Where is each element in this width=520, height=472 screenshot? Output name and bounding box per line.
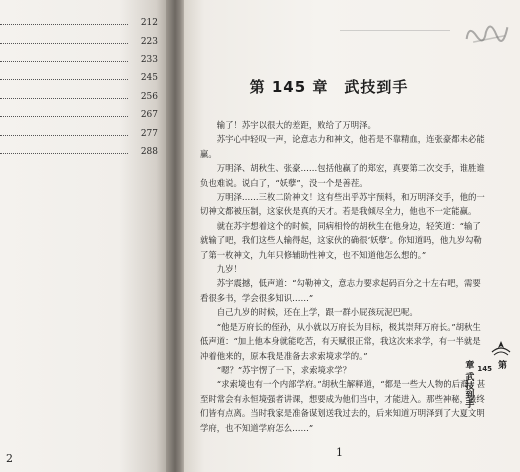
paragraph: 输了！苏宇以很大的差距，败给了万明泽。 bbox=[216, 120, 376, 130]
toc-page-number: 233 bbox=[140, 55, 158, 65]
toc-leader-dots bbox=[0, 61, 128, 62]
faint-rule bbox=[340, 30, 450, 31]
left-page bbox=[0, 0, 170, 472]
chapter-body bbox=[200, 118, 486, 434]
chapter-title: 第 145 章 武技到手 bbox=[249, 78, 409, 96]
paragraph: 苏宇心中轻叹一声，论意志力和神文，他若是不靠精血，连张豪都未必能赢。 bbox=[200, 134, 485, 159]
toc-page-number: 267 bbox=[140, 110, 158, 120]
toc-page-number: 277 bbox=[140, 129, 158, 139]
toc-row bbox=[0, 33, 158, 47]
toc-page-number: 288 bbox=[140, 147, 158, 157]
ornament-icon bbox=[490, 340, 512, 358]
paragraph: “他是万府长的侄孙，从小就以万府长为目标，极其崇拜万府长。”胡秋生低声道：“加上他本身就能吃苦，有天赋很正常，我这次来求学，有一半就是冲着他来的，原本我是准备去求索境求学的。” bbox=[200, 321, 481, 361]
paragraph: “求索境也有一个内部学府。”胡秋生解释道，“都是一些大人物的后裔，甚至时常会有永恒境强者讲课，想要成为他们当中，才能进入。那些神秘，最终们皆有点离。当时我家是准备谋划送我过去的，后来知道万明泽到了大夏文明学府，也不知道学府怎么……” bbox=[200, 379, 486, 433]
paragraph: “嗯？”苏宇愣了一下，求索境求学？ bbox=[216, 364, 351, 375]
toc-page-number: 245 bbox=[140, 73, 158, 83]
paragraph: 苏宇震撼，低声道：“勾勒神文，意志力要求起码百分之十左右吧，需要看很多书，学会很多知识……” bbox=[200, 278, 481, 303]
paragraph: 万明泽、胡秋生、张豪……包括他赢了的郑宏，真要第二次交手，谁胜谁负也难说。说白了，“妖孽”，没一个是善茬。 bbox=[200, 163, 485, 188]
toc-row bbox=[0, 88, 158, 102]
toc-page-number: 256 bbox=[140, 92, 158, 102]
toc-row bbox=[0, 69, 158, 83]
right-page-number: 1 bbox=[336, 446, 343, 459]
toc-row bbox=[0, 106, 158, 120]
paragraph: 就在苏宇想着这个的时候，同病相怜的胡秋生在他身边，轻笑道：“输了就输了吧，我们这些人输得起，这家伙的确很‘妖孽’。你知道吗，他九岁勾勒了第一枚神文，九年只修辅助性神文，也不知道他怎么想的。” bbox=[200, 220, 482, 260]
paragraph: 九岁！ bbox=[216, 264, 242, 275]
toc-leader-dots bbox=[0, 24, 128, 25]
side-chapter-subtitle: 武技到手 bbox=[463, 372, 474, 409]
paragraph: 万明泽……三枚二阶神文！这有些出乎苏宇预料，和万明泽交手，他的一切神文都被压制，这家伙是真的天才。若是我倾尽全力，他也不一定能赢。 bbox=[200, 192, 485, 217]
side-chapter-number: 145 bbox=[477, 365, 492, 373]
toc-leader-dots bbox=[0, 153, 128, 154]
toc-page-number: 223 bbox=[140, 37, 158, 47]
watermark-stamp bbox=[460, 13, 516, 54]
toc-leader-dots bbox=[0, 135, 128, 136]
toc-row bbox=[0, 143, 158, 157]
side-chapter-label bbox=[463, 360, 510, 409]
book-gutter bbox=[166, 0, 186, 472]
toc-row bbox=[0, 14, 158, 28]
chapter-side-tab bbox=[463, 340, 512, 460]
toc-row bbox=[0, 125, 158, 139]
toc-leader-dots bbox=[0, 98, 128, 99]
side-chapter-suffix: 章 bbox=[463, 360, 474, 369]
toc-row bbox=[0, 51, 158, 65]
toc-leader-dots bbox=[0, 116, 128, 117]
toc-leader-dots bbox=[0, 43, 128, 44]
toc-leader-dots bbox=[0, 79, 128, 80]
paragraph: 自己九岁的时候，还在上学，跟一群小屁孩玩泥巴呢。 bbox=[216, 307, 418, 318]
toc-page-number: 212 bbox=[140, 18, 158, 28]
side-chapter-prefix: 第 bbox=[496, 360, 506, 369]
left-page-number: 2 bbox=[6, 452, 13, 465]
